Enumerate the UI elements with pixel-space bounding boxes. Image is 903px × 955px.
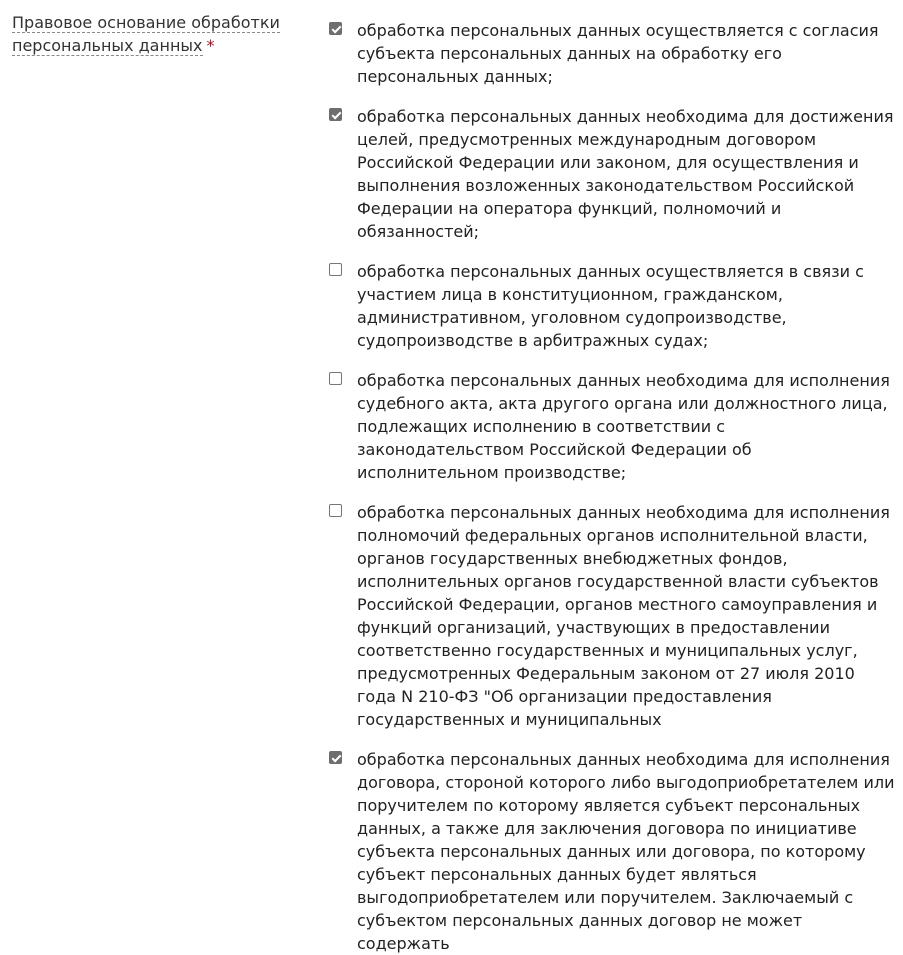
required-mark: * (206, 36, 215, 55)
option-judicial-act-checkbox[interactable] (329, 372, 342, 385)
option-international-treaty-text: обработка персональных данных необходима для достижения целей, предусмотренных международным договором Российской Федерации или законом, для осуществления и выполнения возложенных законодательством Российской Федерации на оператора функций, полномочий и обязанностей; (357, 107, 894, 241)
option-judicial-act[interactable] (326, 369, 896, 484)
option-court-proceedings[interactable] (326, 260, 896, 352)
option-judicial-act-text: обработка персональных данных необходима для исполнения судебного акта, акта другого органа или должностного лица, подлежащих исполнению в соответствии с законодательством Российской Федерации об исполнительном производстве; (357, 371, 890, 482)
option-public-services-text: обработка персональных данных необходима для исполнения полномочий федеральных органов исполнительной власти, органов государственных внебюджетных фондов, исполнительных органов государственной власти субъектов Российской Федерации, органов местного самоуправления и функций организаций, участвующих в предоставлении соответственно государственных и муниципальных услуг, предусмотренных Федеральным законом от 27 июля 2010 года N 210-ФЗ "Об организации предоставления государственных и муниципальных (357, 503, 890, 729)
option-public-services[interactable] (326, 501, 896, 731)
option-international-treaty[interactable] (326, 105, 896, 243)
option-consent[interactable] (326, 19, 896, 88)
option-consent-checkbox[interactable] (329, 22, 342, 35)
option-court-proceedings-checkbox[interactable] (329, 263, 342, 276)
option-public-services-checkbox[interactable] (329, 504, 342, 517)
field-label-text: Правовое основание обработки персональных данных (12, 13, 280, 55)
option-consent-text: обработка персональных данных осуществляется с согласия субъекта персональных данных на обработку его персональных данных; (357, 21, 879, 86)
option-international-treaty-checkbox[interactable] (329, 108, 342, 121)
option-contract-text: обработка персональных данных необходима для исполнения договора, стороной которого либо выгодоприобретателем или поручителем по которому является субъект персональных данных, а также для заключения договора по инициативе субъекта персональных данных или договора, по которому субъект персональных данных будет являться выгодоприобретателем или поручителем. Заключаемый с субъектом персональных данных договор не может содержать (357, 750, 895, 953)
field-label (12, 11, 312, 57)
legal-basis-options (326, 19, 896, 955)
option-contract-checkbox[interactable] (329, 751, 342, 764)
option-court-proceedings-text: обработка персональных данных осуществляется в связи с участием лица в конституционном, гражданском, административном, уголовном судопроизводстве, судопроизводстве в арбитражных судах; (357, 262, 864, 350)
option-contract[interactable] (326, 748, 896, 955)
